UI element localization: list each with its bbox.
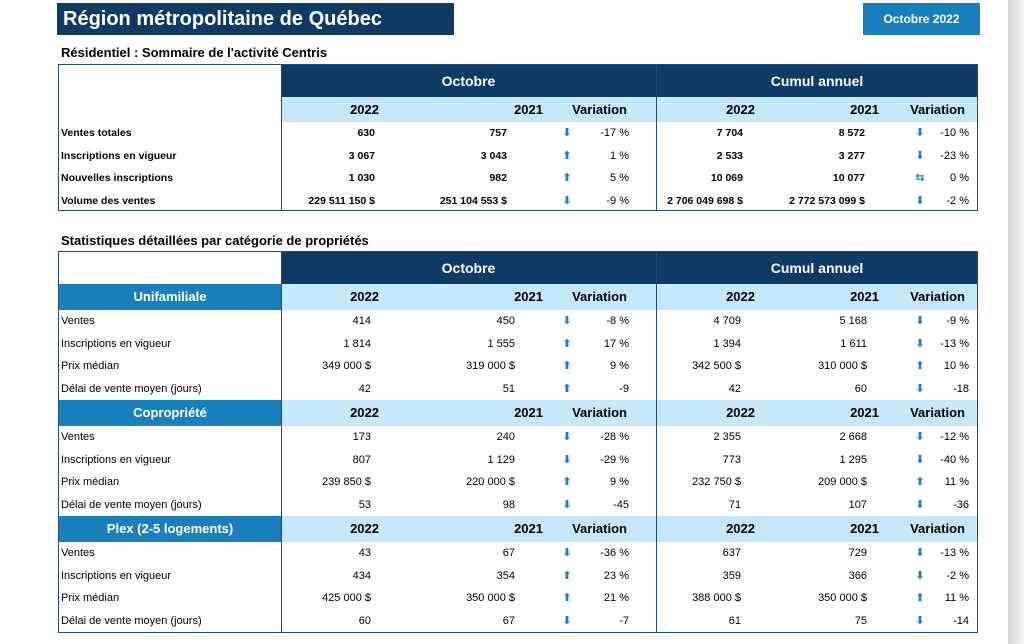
variation-month: -9	[619, 382, 629, 395]
row-label: Prix médian	[61, 476, 120, 488]
value-2022-ytd: 4 709	[713, 315, 741, 327]
column-divider	[656, 252, 657, 632]
row-label: Prix médian	[61, 592, 120, 604]
group-header-row	[59, 252, 977, 284]
value-2021-month: 350 000 $	[466, 592, 515, 604]
col-2021-ytd: 2021	[769, 516, 879, 542]
trend-down-icon: ⬇	[915, 498, 925, 511]
value-2022-ytd: 61	[728, 614, 741, 627]
summary-section-title: Résidentiel : Sommaire de l'activité Centris	[61, 45, 328, 60]
row-label: Prix médian	[61, 360, 120, 372]
trend-up-icon: ⬆	[562, 569, 572, 582]
trend-down-icon: ⬇	[915, 547, 925, 559]
col-variation-month: Variation	[555, 284, 637, 310]
value-2021-ytd: 350 000 $	[818, 592, 867, 604]
variation-month: 23 %	[603, 569, 629, 582]
row-label: Inscriptions en vigueur	[61, 569, 172, 582]
trend-down-icon: ⬇	[562, 127, 572, 139]
row-label: Inscriptions en vigueur	[61, 337, 172, 350]
variation-month: -28 %	[600, 431, 629, 443]
group-header-row	[59, 65, 977, 97]
value-2021-ytd: 1 611	[840, 337, 867, 350]
column-divider	[656, 65, 657, 210]
table-row	[59, 310, 977, 333]
value-2021-ytd: 10 077	[832, 172, 865, 184]
variation-month: 21 %	[603, 592, 629, 604]
variation-month: 1 %	[610, 149, 629, 162]
value-2021-ytd: 60	[854, 382, 867, 395]
column-header-row	[59, 400, 977, 426]
details-table	[58, 251, 978, 633]
trend-down-icon: ⬇	[562, 431, 572, 443]
trend-up-icon: ⬆	[562, 172, 572, 184]
value-2021-month: 982	[489, 172, 507, 184]
value-2022-month: 807	[352, 453, 371, 466]
value-2022-ytd: 1 394	[713, 337, 741, 350]
column-divider	[281, 65, 282, 210]
variation-month: 17 %	[603, 337, 629, 350]
value-2022-ytd: 2 533	[716, 149, 743, 162]
row-label: Ventes	[61, 431, 95, 443]
row-label: Volume des ventes	[61, 194, 156, 207]
table-row	[59, 378, 977, 401]
trend-up-icon: ⬆	[915, 360, 925, 372]
col-2022-month: 2022	[281, 97, 379, 122]
table-row	[59, 587, 977, 610]
trend-down-icon: ⬇	[562, 315, 572, 327]
table-row	[59, 355, 977, 378]
variation-ytd: 11 %	[944, 592, 969, 604]
trend-down-icon: ⬇	[562, 194, 572, 207]
value-2022-month: 60	[358, 614, 371, 627]
value-2022-ytd: 71	[728, 498, 741, 511]
col-2022-month: 2022	[281, 400, 379, 426]
table-row	[59, 122, 977, 145]
trend-down-icon: ⬇	[915, 453, 925, 466]
value-2022-month: 43	[358, 547, 371, 559]
value-2022-month: 1 030	[348, 172, 375, 184]
variation-month: -9 %	[606, 194, 629, 207]
value-2021-month: 51	[502, 382, 515, 395]
trend-down-icon: ⬇	[915, 315, 925, 327]
value-2022-month: 349 000 $	[322, 360, 371, 372]
period-badge: Octobre 2022	[863, 3, 980, 35]
value-2022-ytd: 2 706 049 698 $	[667, 194, 743, 207]
region-title: Région métropolitaine de Québec	[57, 3, 454, 35]
value-2022-ytd: 42	[728, 382, 741, 395]
trend-up-icon: ⬆	[915, 592, 925, 604]
col-2021-month: 2021	[393, 284, 543, 310]
table-row	[59, 610, 977, 633]
col-2021-month: 2021	[393, 400, 543, 426]
value-2022-month: 3 067	[348, 149, 375, 162]
col-variation-ytd: Variation	[889, 284, 967, 310]
header-blank-cell	[59, 97, 281, 122]
column-header-row	[59, 284, 977, 310]
col-2021-month: 2021	[393, 97, 543, 122]
variation-ytd: -36	[953, 498, 969, 511]
variation-ytd: -2 %	[946, 569, 969, 582]
value-2022-month: 434	[352, 569, 371, 582]
table-row	[59, 449, 977, 472]
value-2022-ytd: 773	[722, 453, 741, 466]
value-2022-ytd: 2 355	[713, 431, 741, 443]
value-2022-ytd: 232 750 $	[692, 476, 741, 488]
details-section-title: Statistiques détaillées par catégorie de propriétés	[61, 233, 369, 248]
value-2021-ytd: 2 668	[839, 431, 867, 443]
value-2022-month: 239 850 $	[322, 476, 371, 488]
variation-month: -45	[613, 498, 629, 511]
variation-month: 9 %	[610, 476, 629, 488]
group-header-ytd: Cumul annuel	[657, 65, 977, 97]
value-2021-month: 1 555	[487, 337, 515, 350]
value-2022-month: 229 511 150 $	[308, 194, 375, 207]
variation-ytd: -13 %	[940, 547, 969, 559]
row-label: Délai de vente moyen (jours)	[61, 498, 202, 511]
col-2021-ytd: 2021	[769, 284, 879, 310]
variation-month: -36 %	[600, 547, 629, 559]
value-2021-month: 220 000 $	[466, 476, 515, 488]
trend-down-icon: ⬇	[915, 127, 925, 139]
value-2021-month: 450	[496, 315, 515, 327]
value-2021-month: 98	[502, 498, 515, 511]
row-label: Délai de vente moyen (jours)	[61, 614, 202, 627]
trend-up-icon: ⬆	[562, 382, 572, 395]
variation-ytd: -10 %	[940, 127, 969, 139]
variation-month: -29 %	[600, 453, 629, 466]
trend-up-icon: ⬆	[562, 360, 572, 372]
col-variation-month: Variation	[555, 516, 637, 542]
value-2022-month: 173	[352, 431, 371, 443]
variation-month: -7	[619, 614, 629, 627]
trend-down-icon: ⬇	[562, 498, 572, 511]
trend-up-icon: ⬆	[562, 149, 572, 162]
col-2022-ytd: 2022	[657, 400, 755, 426]
table-row	[59, 494, 977, 517]
value-2021-ytd: 5 168	[839, 315, 867, 327]
group-header-ytd: Cumul annuel	[657, 252, 977, 284]
variation-ytd: 0 %	[950, 172, 969, 184]
trend-down-icon: ⬇	[915, 431, 925, 443]
row-label: Ventes totales	[61, 127, 132, 139]
header-blank-cell	[59, 252, 281, 284]
variation-ytd: -9 %	[946, 315, 969, 327]
col-variation-ytd: Variation	[889, 516, 967, 542]
variation-ytd: -40 %	[940, 453, 969, 466]
value-2021-month: 67	[502, 614, 515, 627]
value-2021-month: 757	[489, 127, 507, 139]
table-row	[59, 333, 977, 356]
value-2022-ytd: 359	[722, 569, 741, 582]
col-variation-ytd: Variation	[889, 97, 967, 122]
table-row	[59, 542, 977, 565]
col-2021-ytd: 2021	[769, 97, 879, 122]
variation-ytd: -14	[953, 614, 969, 627]
table-row	[59, 167, 977, 190]
value-2022-ytd: 7 704	[716, 127, 743, 139]
value-2021-ytd: 1 295	[839, 453, 867, 466]
trend-down-icon: ⬇	[915, 569, 925, 582]
variation-month: 5 %	[610, 172, 629, 184]
value-2021-month: 3 043	[480, 149, 507, 162]
col-2022-ytd: 2022	[657, 516, 755, 542]
value-2022-ytd: 10 069	[710, 172, 743, 184]
trend-down-icon: ⬇	[915, 337, 925, 350]
variation-ytd: 10 %	[943, 360, 969, 372]
column-divider	[281, 252, 282, 632]
table-row	[59, 471, 977, 494]
trend-up-icon: ⬆	[562, 476, 572, 488]
table-row	[59, 145, 977, 168]
column-header-row	[59, 97, 977, 122]
value-2021-ytd: 8 572	[838, 127, 865, 139]
value-2021-month: 1 129	[487, 453, 515, 466]
window-edge	[1008, 0, 1024, 644]
col-2021-month: 2021	[393, 516, 543, 542]
row-label: Ventes	[61, 315, 95, 327]
value-2022-ytd: 342 500 $	[692, 360, 741, 372]
value-2022-month: 1 814	[343, 337, 371, 350]
value-2022-ytd: 637	[722, 547, 741, 559]
variation-ytd: -12 %	[940, 431, 969, 443]
variation-month: 9 %	[610, 360, 629, 372]
row-label: Ventes	[61, 547, 95, 559]
value-2021-month: 319 000 $	[466, 360, 515, 372]
table-row	[59, 565, 977, 588]
summary-table	[58, 64, 978, 211]
table-row	[59, 190, 977, 210]
trend-up-icon: ⬆	[915, 476, 925, 488]
trend-up-icon: ⬆	[562, 592, 572, 604]
col-2022-month: 2022	[281, 284, 379, 310]
value-2021-month: 67	[502, 547, 515, 559]
trend-down-icon: ⬇	[915, 382, 925, 395]
group-header-month: Octobre	[281, 252, 656, 284]
variation-ytd: -23 %	[940, 149, 969, 162]
value-2021-ytd: 209 000 $	[818, 476, 867, 488]
value-2021-ytd: 2 772 573 099 $	[789, 194, 865, 207]
trend-down-icon: ⬇	[915, 614, 925, 627]
col-2022-month: 2022	[281, 516, 379, 542]
value-2021-ytd: 366	[848, 569, 867, 582]
trend-up-icon: ⬆	[562, 337, 572, 350]
value-2022-ytd: 388 000 $	[692, 592, 741, 604]
trend-down-icon: ⬇	[562, 453, 572, 466]
col-variation-ytd: Variation	[889, 400, 967, 426]
col-2022-ytd: 2022	[657, 284, 755, 310]
trend-flat-icon: ⇆	[915, 172, 925, 184]
trend-down-icon: ⬇	[915, 194, 925, 207]
table-row	[59, 426, 977, 449]
row-label: Nouvelles inscriptions	[61, 172, 174, 184]
value-2021-ytd: 75	[854, 614, 867, 627]
value-2021-ytd: 310 000 $	[818, 360, 867, 372]
value-2021-month: 251 104 553 $	[439, 194, 507, 207]
trend-down-icon: ⬇	[562, 547, 572, 559]
value-2022-month: 53	[358, 498, 371, 511]
col-2022-ytd: 2022	[657, 97, 755, 122]
category-label: Unifamiliale	[59, 284, 281, 310]
value-2021-ytd: 3 277	[838, 149, 865, 162]
variation-ytd: -13 %	[940, 337, 969, 350]
row-label: Délai de vente moyen (jours)	[61, 382, 202, 395]
col-2021-ytd: 2021	[769, 400, 879, 426]
value-2021-ytd: 729	[848, 547, 867, 559]
group-header-month: Octobre	[281, 65, 656, 97]
value-2021-month: 240	[496, 431, 515, 443]
col-variation-month: Variation	[555, 400, 637, 426]
value-2022-month: 414	[352, 315, 371, 327]
variation-ytd: -2 %	[946, 194, 969, 207]
value-2022-month: 630	[357, 127, 375, 139]
trend-down-icon: ⬇	[562, 614, 572, 627]
value-2021-ytd: 107	[848, 498, 867, 511]
category-label: Copropriété	[59, 400, 281, 426]
value-2022-month: 42	[358, 382, 371, 395]
row-label: Inscriptions en vigueur	[61, 453, 172, 466]
row-label: Inscriptions en vigueur	[61, 149, 177, 162]
value-2021-month: 354	[496, 569, 515, 582]
variation-month: -8 %	[606, 315, 629, 327]
category-label: Plex (2-5 logements)	[59, 516, 281, 542]
col-variation-month: Variation	[555, 97, 637, 122]
variation-month: -17 %	[600, 127, 629, 139]
value-2022-month: 425 000 $	[322, 592, 371, 604]
column-header-row	[59, 516, 977, 542]
header-blank-cell	[59, 65, 281, 97]
variation-ytd: -18	[953, 382, 969, 395]
variation-ytd: 11 %	[944, 476, 969, 488]
trend-down-icon: ⬇	[915, 149, 925, 162]
